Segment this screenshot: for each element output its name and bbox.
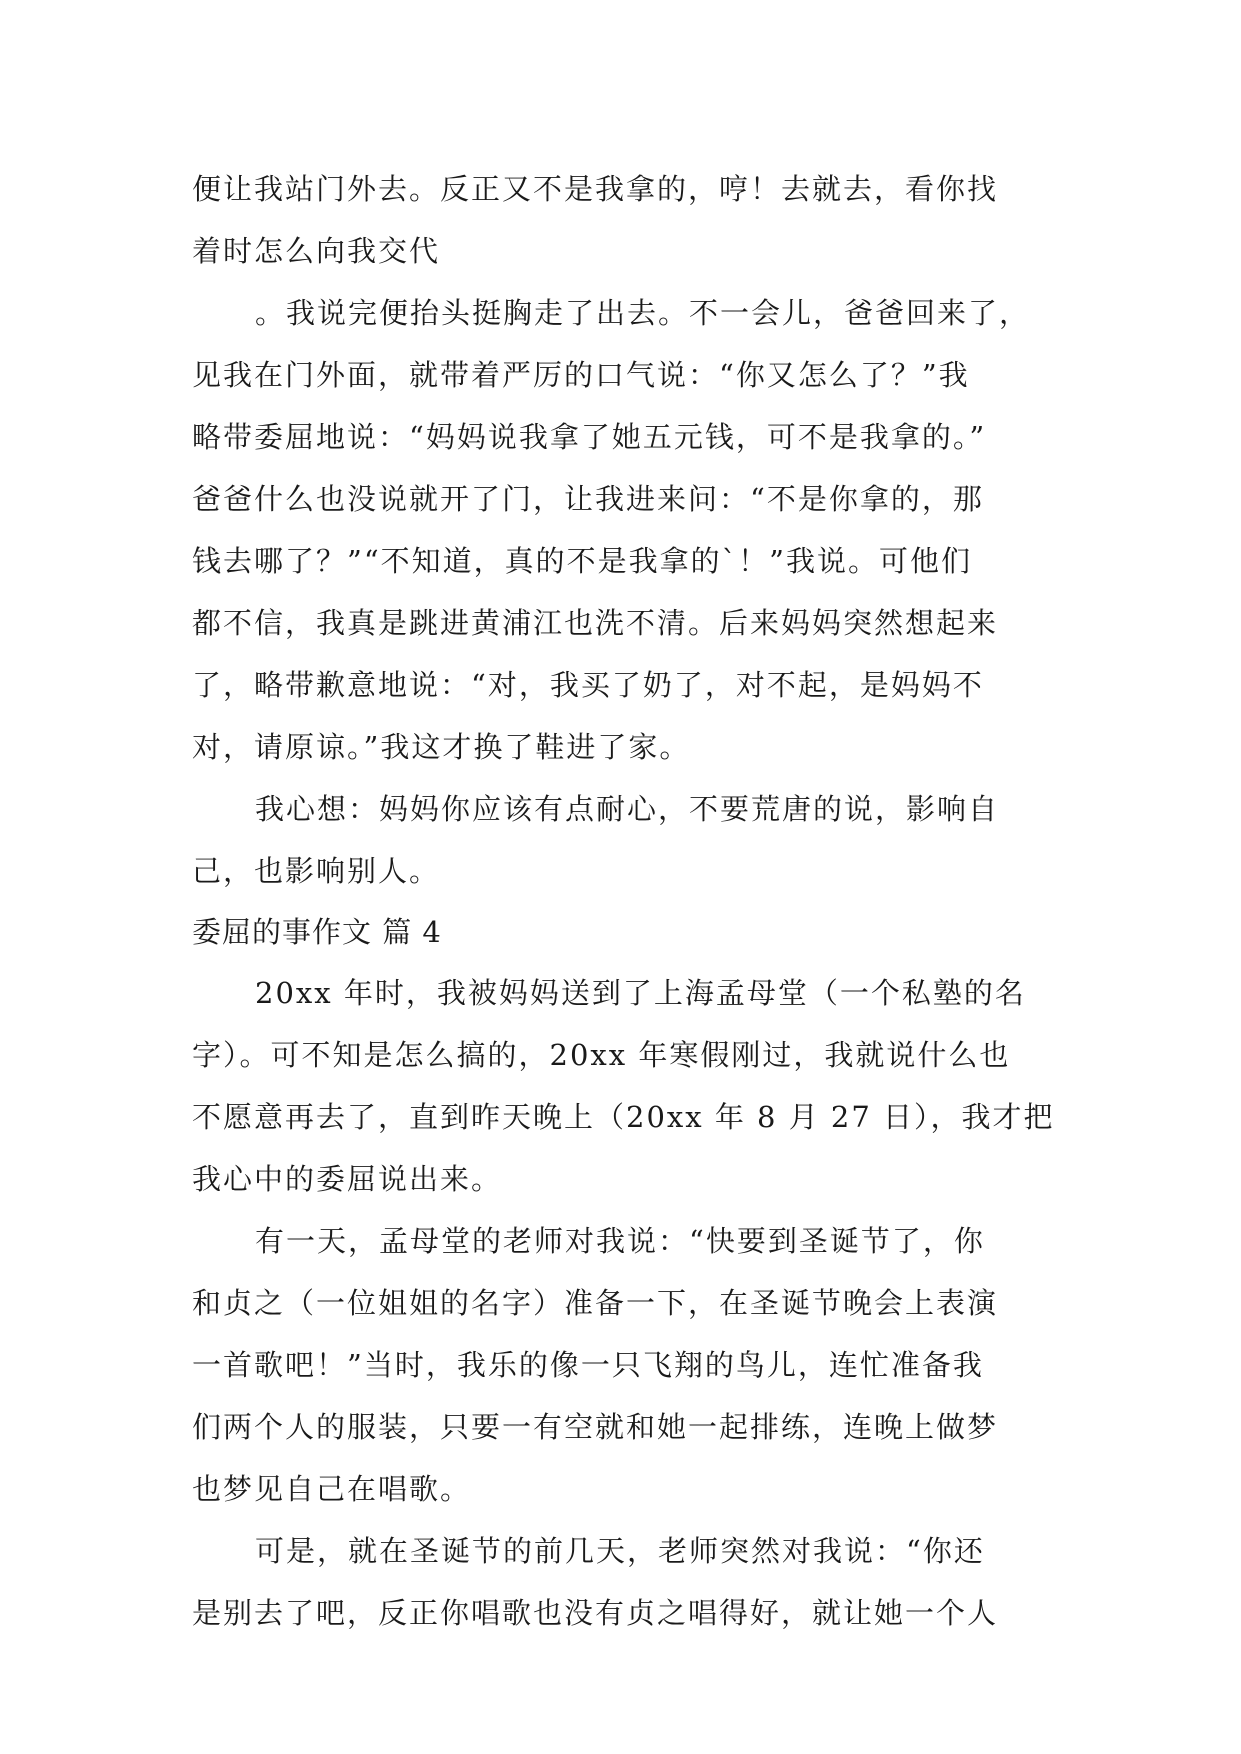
text-line: 字）。可不知是怎么搞的，20xx 年寒假刚过，我就说什么也	[192, 1038, 1011, 1072]
text-line: 爸爸什么也没说就开了门，让我进来问：“不是你拿的，那	[192, 482, 984, 516]
text-line: 20xx 年时，我被妈妈送到了上海孟母堂（一个私塾的名	[255, 976, 1026, 1010]
text-line: 有一天，孟母堂的老师对我说：“快要到圣诞节了，你	[255, 1224, 985, 1258]
text-line: 。我说完便抬头挺胸走了出去。不一会儿，爸爸回来了，	[255, 296, 1031, 330]
text-line: 一首歌吧！”当时，我乐的像一只飞翔的鸟儿，连忙准备我	[192, 1348, 984, 1382]
text-line: 我心想：妈妈你应该有点耐心，不要荒唐的说，影响自	[255, 792, 1000, 826]
text-line: 们两个人的服装，只要一有空就和她一起排练，连晚上做梦	[192, 1410, 999, 1444]
text-line: 己，也影响别人。	[192, 854, 441, 888]
text-line: 钱去哪了？”“不知道，真的不是我拿的`！”我说。可他们	[192, 544, 972, 578]
text-line: 是别去了吧，反正你唱歌也没有贞之唱得好，就让她一个人	[192, 1596, 999, 1630]
document-page	[192, 158, 1055, 1644]
text-line: 都不信，我真是跳进黄浦江也洗不清。后来妈妈突然想起来	[192, 606, 999, 640]
text-line: 对，请原谅。”我这才换了鞋进了家。	[192, 730, 691, 764]
text-line: 我心中的委屈说出来。	[192, 1162, 503, 1196]
text-line: 也梦见自己在唱歌。	[192, 1472, 472, 1506]
text-line: 了，略带歉意地说：“对，我买了奶了，对不起，是妈妈不	[192, 668, 984, 702]
text-line: 见我在门外面，就带着严厉的口气说：“你又怎么了？”我	[192, 358, 970, 392]
section-heading: 委屈的事作文 篇 4	[192, 915, 442, 949]
text-line: 便让我站门外去。反正又不是我拿的，哼！去就去，看你找	[192, 172, 999, 206]
text-line: 和贞之（一位姐姐的名字）准备一下，在圣诞节晚会上表演	[192, 1286, 999, 1320]
text-line: 略带委屈地说：“妈妈说我拿了她五元钱，可不是我拿的。”	[192, 420, 987, 454]
text-line: 着时怎么向我交代	[192, 234, 441, 268]
text-line: 可是，就在圣诞节的前几天，老师突然对我说：“你还	[255, 1534, 985, 1568]
text-line: 不愿意再去了，直到昨天晚上（20xx 年 8 月 27 日），我才把	[192, 1100, 1055, 1134]
